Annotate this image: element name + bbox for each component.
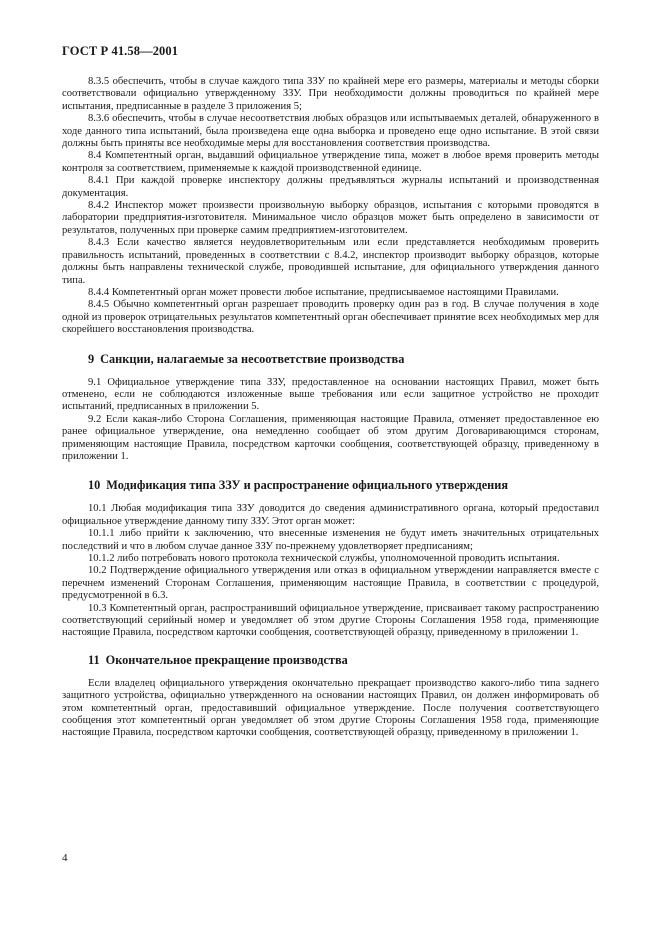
section-11-heading — [62, 653, 599, 668]
paragraph-8-3-5: 8.3.5 обеспечить, чтобы в случае каждого типа ЗЗУ по крайней мере его размеры, материалы и методы сборки соответствовали официально утвержденному ЗЗУ. При необходимости должны проводиться по крайней мере испытания, предписанные в разделе 3 приложения 5; — [62, 76, 599, 112]
paragraph-9-2: 9.2 Если какая-либо Сторона Соглашения, применяющая настоящие Правила, отменяет предоставленное ею ранее официальное утверждение, она немедленно сообщает об этом другим Договаривающимся сторонам, применяющим настоящие Правила, посредством карточки сообщения, соответствующей образцу, приведенному в приложении 1. — [62, 413, 599, 462]
section-10-title: Модификация типа ЗЗУ и распространение официального утверждения — [106, 478, 508, 493]
paragraph-8-4-2: 8.4.2 Инспектор может произвести произвольную выборку образцов, испытания с которыми проводятся в лаборатории предприятия-изготовителя. Минимальное число образцов может быть определено в зависимости от результатов, полученных при проверке самим предприятием-изготовителем. — [62, 200, 599, 236]
paragraph-10-2: 10.2 Подтверждение официального утверждения или отказ в официальном утверждении направляется вместе с перечнем изменений Сторонам Соглашения, применяющим настоящие Правила, в соответствии с процедурой, предусмотренной в 6.3. — [62, 565, 599, 602]
section-11-title: Окончательное прекращение производства — [105, 652, 348, 667]
paragraph-9-1: 9.1 Официальное утверждение типа ЗЗУ, предоставленное на основании настоящих Правил, может быть отменено, если не соблюдаются изложенные выше требования или если защитное устройство не проходит испытаний, предписанных в приложении 5. — [62, 376, 599, 413]
paragraph-8-4-5: 8.4.5 Обычно компетентный орган разрешает проводить проверку один раз в год. В случае получения в ходе одной из проверок отрицательных результатов компетентный орган обеспечивает принятие всех необходимых мер для скорейшего восстановления производства. — [62, 299, 599, 336]
document-header: ГОСТ Р 41.58—2001 — [62, 44, 179, 58]
paragraph-10-1-1: 10.1.1 либо прийти к заключению, что внесенные изменения не будут иметь значительных отрицательных последствий и что в любом случае данное ЗЗУ по-прежнему удовлетворяет предписаниям; — [62, 528, 599, 552]
page-number: 4 — [62, 852, 68, 864]
paragraph-10-3: 10.3 Компетентный орган, распространивший официальное утверждение, присваивает такому распространению соответствующий серийный номер и уведомляет об этом другие Стороны Соглашения 1958 года, применяющие настоящие Правила, посредством карточки сообщения, соответствующей образцу, приведенному в приложении 1. — [62, 602, 599, 639]
paragraph-8-4-3: 8.4.3 Если качество является неудовлетворительным или если представляется необходимым проверить правильность испытаний, проведенных в соответствии с 8.4.2, инспектор производит выборку образцов, которые должны быть направлены технической службе, проводившей испытание, для официального утверждения данного типа. — [62, 237, 599, 286]
section-9-title: Санкции, налагаемые за несоответствие производства — [100, 351, 405, 366]
document-body — [62, 76, 599, 740]
paragraph-10-1: 10.1 Любая модификация типа ЗЗУ доводится до сведения административного органа, который предоставил официальное утверждение данному типу ЗЗУ. Этот орган может: — [62, 503, 599, 527]
section-9-heading — [62, 352, 599, 367]
paragraph-10-1-2: 10.1.2 либо потребовать нового протокола технической службы, уполномоченной проводить испытания. — [88, 553, 560, 564]
paragraph-8-4-4: 8.4.4 Компетентный орган может провести любое испытание, предписываемое настоящими Правилами. — [88, 286, 559, 298]
section-10-number: 10 — [88, 478, 101, 493]
paragraph-11: Если владелец официального утверждения окончательно прекращает производство какого-либо типа заднего защитного устройства, официально утвержденного на основании настоящих Правил, он должен информировать об этом компетентный орган, предоставивший официальное утверждение. После получения соответствующего сообщения этот компетентный орган уведомляет об этом другие Стороны Соглашения 1958 года, применяющие настоящие Правила, посредством карточки сообщения, соответствующей образцу, приведенному в приложении 1. — [62, 677, 599, 739]
section-10-heading — [62, 478, 599, 493]
section-11-number: 11 — [88, 652, 100, 667]
section-9-number: 9 — [88, 351, 95, 366]
paragraph-8-3-6: 8.3.6 обеспечить, чтобы в случае несоответствия любых образцов или испытываемых деталей, обнаруженного в ходе данного типа испытаний, была произведена еще одна выборка и проведено еще одно испытание. В этой связи должны быть приняты все необходимые меры для восстановления соответствия производства. — [62, 113, 599, 150]
paragraph-8-4-1: 8.4.1 При каждой проверке инспектору должны предъявляться журналы испытаний и производственная документация. — [62, 175, 599, 199]
paragraph-8-4: 8.4 Компетентный орган, выдавший официальное утверждение типа, может в любое время проверить методы контроля за соответствием, применяемые к каждой производственной единице. — [62, 150, 599, 174]
